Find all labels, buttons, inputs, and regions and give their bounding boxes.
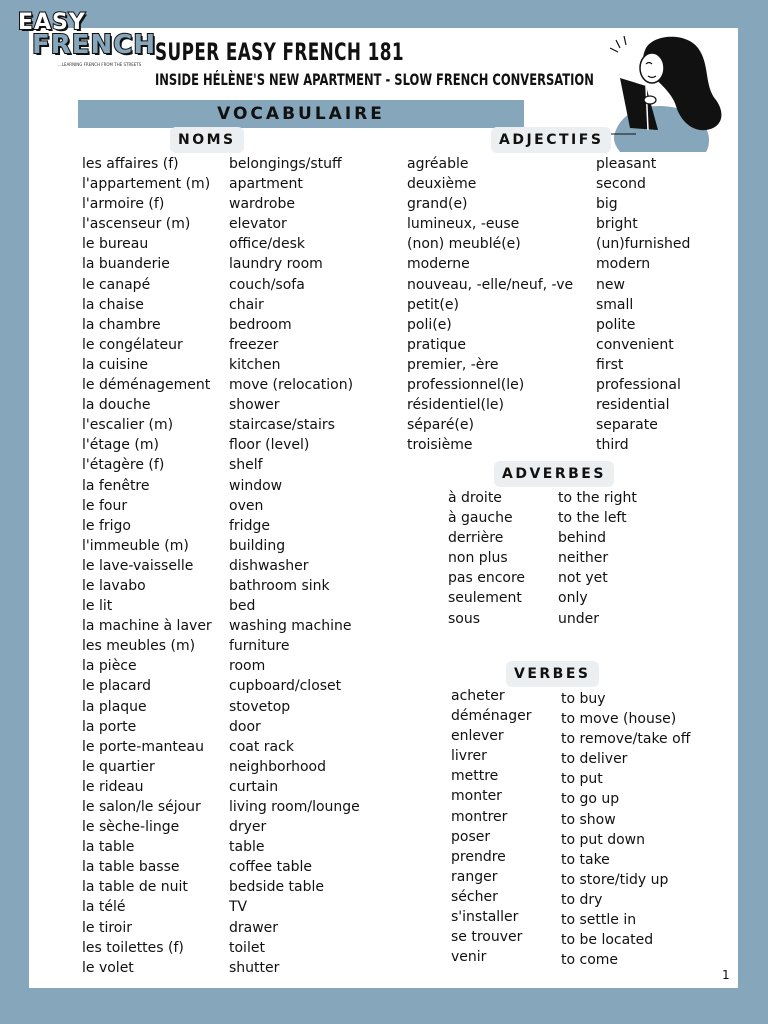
adverb-english-item: to the left: [558, 510, 627, 527]
verb-french-item: poser: [451, 828, 491, 845]
adjective-english-item: third: [596, 437, 629, 454]
adverb-english-item: not yet: [558, 570, 608, 587]
adjective-french-item: poli(e): [407, 316, 452, 333]
noun-english-item: TV: [229, 899, 248, 916]
page-number: 1: [722, 968, 730, 982]
adjective-french-item: premier, -ère: [407, 356, 499, 373]
noun-french-item: la buanderie: [82, 256, 170, 273]
noun-french-item: le canapé: [82, 276, 151, 293]
noun-french-item: le lavabo: [82, 577, 146, 594]
adjective-french-item: lumineux, -euse: [407, 216, 520, 233]
noun-english-item: dryer: [229, 819, 267, 836]
noun-french-item: l'armoire (f): [82, 196, 165, 213]
noun-english-item: apartment: [229, 176, 303, 193]
adverb-french-item: à droite: [448, 490, 502, 506]
noun-french-item: l'ascenseur (m): [82, 216, 191, 233]
noun-french-item: le rideau: [82, 778, 144, 795]
adjective-english-item: big: [596, 196, 618, 213]
noun-french-item: la télé: [82, 899, 126, 916]
verb-english-item: to store/tidy up: [561, 871, 669, 888]
noun-english-item: kitchen: [229, 356, 281, 373]
adverbes-section-label: ADVERBES: [494, 461, 614, 487]
adjective-english-item: pleasant: [596, 156, 657, 172]
noun-english-item: laundry room: [229, 256, 323, 273]
logo-line-french: FRENCH: [32, 30, 157, 60]
noun-english-item: dishwasher: [229, 557, 309, 574]
noun-english-item: toilet: [229, 939, 265, 956]
noun-french-item: le congélateur: [82, 336, 183, 353]
adjective-english-item: professional: [596, 377, 681, 394]
verb-english-item: to settle in: [561, 912, 637, 929]
verb-french-item: se trouver: [451, 929, 523, 946]
verb-french-item: s'installer: [451, 909, 519, 926]
noun-english-item: curtain: [229, 778, 279, 795]
noun-french-item: le quartier: [82, 758, 155, 775]
logo-line-easy: EASY: [18, 10, 86, 35]
adjectifs-french-list: [407, 154, 573, 455]
verb-french-item: déménager: [451, 708, 532, 725]
adjective-french-item: troisième: [407, 437, 473, 454]
noun-english-item: freezer: [229, 336, 279, 353]
noun-english-item: drawer: [229, 919, 279, 936]
verb-english-item: to remove/take off: [561, 731, 691, 748]
verb-french-item: montrer: [451, 808, 508, 825]
noun-french-item: le frigo: [82, 517, 131, 534]
noun-french-item: la fenêtre: [82, 477, 150, 494]
noun-french-item: la douche: [82, 397, 151, 414]
noun-english-item: room: [229, 658, 266, 675]
noun-english-item: coffee table: [229, 859, 313, 876]
noun-french-item: le sèche-linge: [82, 819, 180, 836]
noun-french-item: la plaque: [82, 698, 147, 715]
adverb-english-item: under: [558, 610, 600, 627]
noun-french-item: le salon/le séjour: [82, 799, 201, 815]
adverb-english-item: only: [558, 590, 588, 607]
adjectifs-english-list: [596, 154, 690, 455]
noun-french-item: le bureau: [82, 236, 149, 253]
adjective-english-item: first: [596, 356, 624, 373]
adverb-english-item: behind: [558, 530, 607, 547]
adjective-french-item: pratique: [407, 336, 466, 353]
adjective-english-item: small: [596, 296, 634, 313]
noun-english-item: bed: [229, 598, 256, 615]
noun-french-item: la porte: [82, 718, 137, 735]
noun-english-item: bathroom sink: [229, 577, 330, 594]
noun-english-item: shelf: [229, 457, 263, 474]
noun-english-item: furniture: [229, 638, 290, 655]
noun-french-item: le tiroir: [82, 919, 132, 936]
verb-english-item: to dry: [561, 891, 603, 908]
noun-french-item: l'immeuble (m): [82, 537, 189, 554]
page-subtitle: INSIDE HÉLÈNE'S NEW APARTMENT - SLOW FRENCH CONVERSATION: [155, 70, 594, 89]
noun-french-item: le four: [82, 497, 128, 514]
noun-french-item: le lave-vaisselle: [82, 557, 194, 574]
noun-french-item: l'étage (m): [82, 437, 159, 454]
noun-english-item: oven: [229, 497, 264, 514]
adjective-french-item: (non) meublé(e): [407, 236, 521, 253]
noun-french-item: la chambre: [82, 316, 161, 333]
verb-english-item: to move (house): [561, 711, 677, 728]
verb-french-item: venir: [451, 949, 487, 966]
adjective-french-item: résidentiel(le): [407, 397, 504, 414]
adjective-french-item: petit(e): [407, 296, 459, 313]
adverb-english-item: neither: [558, 550, 609, 567]
adjective-french-item: deuxième: [407, 176, 477, 193]
verb-french-item: livrer: [451, 748, 487, 765]
verbes-french-list: [451, 686, 531, 967]
verb-french-item: sécher: [451, 888, 498, 905]
noun-french-item: la table de nuit: [82, 879, 188, 896]
adverb-french-item: pas encore: [448, 570, 526, 587]
adjective-french-item: nouveau, -elle/neuf, -ve: [407, 276, 574, 293]
noun-english-item: bedside table: [229, 879, 324, 896]
verb-english-item: to take: [561, 851, 610, 868]
noun-english-item: belongings/stuff: [229, 156, 342, 172]
adjective-english-item: residential: [596, 397, 670, 414]
verb-french-item: mettre: [451, 768, 499, 785]
adjectifs-section-label: ADJECTIFS: [491, 127, 611, 153]
noun-english-item: door: [229, 718, 261, 735]
vocabulaire-heading: VOCABULAIRE: [78, 100, 524, 128]
adjective-english-item: separate: [596, 417, 658, 434]
noun-english-item: building: [229, 537, 286, 554]
adverb-french-item: derrière: [448, 530, 504, 547]
noun-english-item: office/desk: [229, 236, 306, 253]
easy-french-logo: [14, 10, 157, 67]
verb-french-item: monter: [451, 788, 502, 805]
verbes-section-label: VERBES: [506, 661, 599, 687]
noun-french-item: l'étagère (f): [82, 457, 165, 474]
noun-french-item: l'escalier (m): [82, 417, 174, 434]
verb-english-item: to put down: [561, 831, 645, 848]
verbes-english-list: [561, 689, 690, 970]
noun-french-item: l'appartement (m): [82, 176, 211, 193]
verb-english-item: to put: [561, 771, 603, 788]
verb-french-item: enlever: [451, 728, 504, 745]
noun-english-item: washing machine: [229, 618, 352, 635]
noun-english-item: wardrobe: [229, 196, 295, 213]
verb-english-item: to deliver: [561, 751, 628, 768]
verb-english-item: to show: [561, 811, 616, 828]
noun-english-item: stovetop: [229, 698, 291, 715]
logo-tagline: ...LEARNING FRENCH FROM THE STREETS: [58, 62, 142, 67]
adverb-french-item: à gauche: [448, 510, 513, 527]
reading-woman-illustration: [606, 34, 730, 152]
adjective-french-item: professionnel(le): [407, 377, 525, 394]
noms-french-list: [82, 154, 212, 978]
noun-english-item: window: [229, 477, 283, 494]
verb-french-item: ranger: [451, 868, 498, 885]
noms-english-list: [229, 154, 360, 978]
noun-english-item: shower: [229, 397, 280, 414]
verb-english-item: to buy: [561, 691, 606, 707]
page-title: SUPER EASY FRENCH 181: [155, 38, 404, 66]
adjective-english-item: bright: [596, 216, 638, 233]
noun-english-item: cupboard/closet: [229, 678, 342, 695]
verb-french-item: prendre: [451, 848, 506, 865]
noun-french-item: la chaise: [82, 296, 144, 313]
adjective-french-item: moderne: [407, 256, 470, 273]
noun-french-item: la table basse: [82, 859, 180, 876]
noun-english-item: shutter: [229, 959, 280, 976]
noun-french-item: les toilettes (f): [82, 939, 184, 956]
noun-french-item: la cuisine: [82, 356, 149, 373]
adjective-english-item: (un)furnished: [596, 236, 691, 253]
noun-french-item: le lit: [82, 598, 113, 615]
adjective-french-item: séparé(e): [407, 417, 474, 434]
noun-french-item: le porte-manteau: [82, 738, 204, 755]
adjective-french-item: agréable: [407, 156, 469, 172]
adjective-english-item: second: [596, 176, 646, 193]
verb-english-item: to come: [561, 952, 619, 969]
adverb-french-item: seulement: [448, 590, 522, 607]
noun-english-item: living room/lounge: [229, 799, 360, 815]
adjective-english-item: convenient: [596, 336, 674, 353]
noun-english-item: coat rack: [229, 738, 294, 755]
noun-english-item: table: [229, 839, 265, 856]
adverbes-english-list: [558, 488, 637, 629]
noun-french-item: les affaires (f): [82, 156, 179, 172]
adverbes-french-list: [448, 488, 525, 629]
noun-french-item: la table: [82, 839, 135, 856]
noun-english-item: floor (level): [229, 437, 310, 454]
verb-english-item: to go up: [561, 791, 620, 808]
adverb-english-item: to the right: [558, 490, 637, 506]
adverb-french-item: sous: [448, 610, 481, 627]
noun-french-item: la pièce: [82, 658, 137, 675]
noun-french-item: le placard: [82, 678, 151, 695]
noun-english-item: elevator: [229, 216, 287, 233]
adjective-english-item: modern: [596, 256, 651, 273]
noun-english-item: move (relocation): [229, 377, 354, 394]
noun-english-item: staircase/stairs: [229, 417, 335, 434]
adjective-english-item: new: [596, 276, 625, 293]
verb-english-item: to be located: [561, 932, 654, 949]
verb-french-item: acheter: [451, 688, 505, 704]
noun-english-item: neighborhood: [229, 758, 326, 775]
noun-english-item: chair: [229, 296, 264, 313]
noun-english-item: bedroom: [229, 316, 292, 333]
adjective-french-item: grand(e): [407, 196, 468, 213]
adverb-french-item: non plus: [448, 550, 508, 567]
noun-french-item: les meubles (m): [82, 638, 196, 655]
noun-french-item: le déménagement: [82, 377, 211, 394]
noun-english-item: couch/sofa: [229, 276, 305, 293]
noun-french-item: le volet: [82, 959, 134, 976]
adjective-english-item: polite: [596, 316, 636, 333]
noms-section-label: NOMS: [170, 127, 244, 153]
noun-french-item: la machine à laver: [82, 618, 212, 635]
noun-english-item: fridge: [229, 517, 270, 534]
